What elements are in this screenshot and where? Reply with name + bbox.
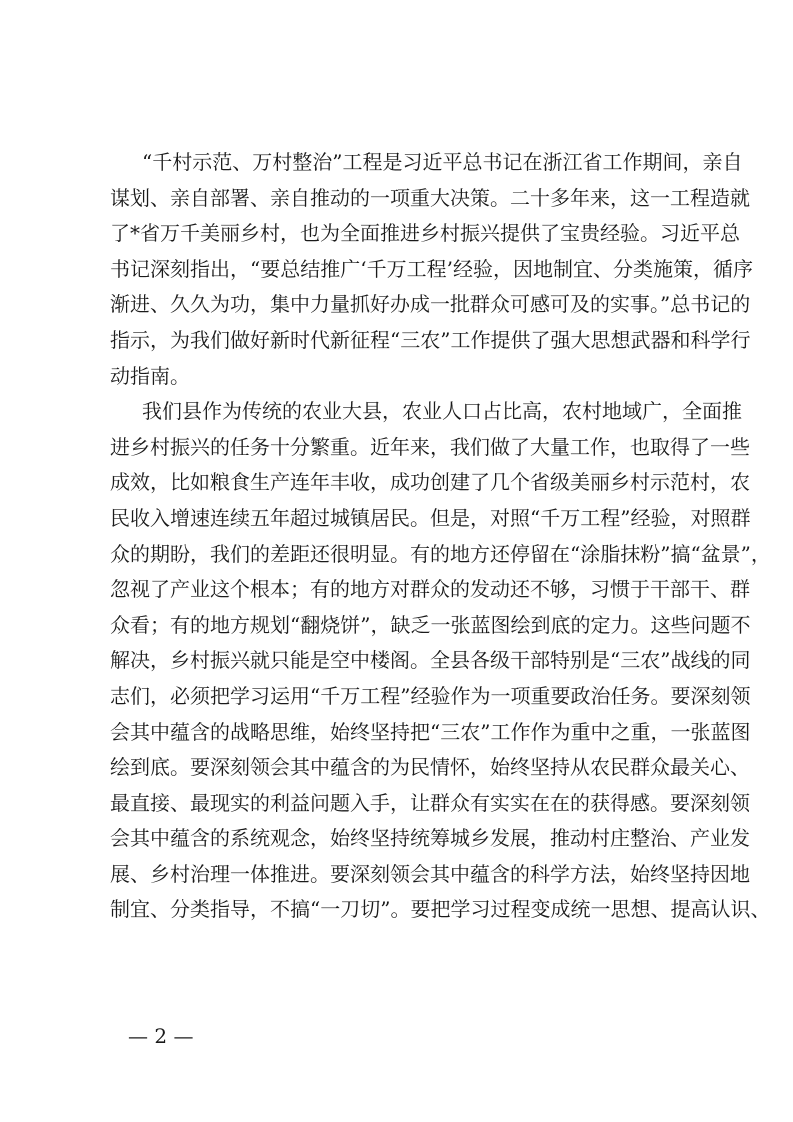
paragraph-2-line: 我们县作为传统的农业大县，农业人口占比高，农村地域广，全面推: [142, 399, 742, 424]
paragraph-2-line: 忽视了产业这个根本；有的地方对群众的发动还不够，习惯于干部干、群: [110, 577, 750, 602]
paragraph-2-line: 成效，比如粮食生产连年丰收，成功创建了几个省级美丽乡村示范村，农: [110, 470, 750, 495]
paragraph-2-line: 绘到底。要深刻领会其中蕴含的为民情怀，始终坚持从农民群众最关心、: [110, 755, 750, 780]
paragraph-1-line: “千村示范、万村整治”工程是习近平总书记在浙江省工作期间，亲自: [142, 150, 743, 174]
paragraph-2-line: 制宜、分类指导，不搞“一刀切”。要把学习过程变成统一思想、提高认识、: [110, 897, 771, 922]
paragraph-2-line: 众看；有的地方规划“翻烧饼”，缺乏一张蓝图绘到底的定力。这些问题不: [110, 612, 751, 637]
paragraph-1-line: 了*省万千美丽乡村，也为全面推进乡村振兴提供了宝贵经验。习近平总: [110, 221, 740, 246]
paragraph-2-line: 会其中蕴含的战略思维，始终坚持把“三农”工作作为重中之重，一张蓝图: [110, 719, 751, 744]
paragraph-1-line: 指示，为我们做好新时代新征程“三农”工作提供了强大思想武器和科学行: [110, 327, 751, 352]
paragraph-1-line: 谋划、亲自部署、亲自推动的一项重大决策。二十多年来，这一工程造就: [110, 185, 750, 210]
paragraph-2-line: 志们，必须把学习运用“千万工程”经验作为一项重要政治任务。要深刻领: [110, 683, 751, 708]
paragraph-2-line: 最直接、最现实的利益问题入手，让群众有实实在在的获得感。要深刻领: [110, 790, 750, 815]
paragraph-1: [110, 145, 753, 394]
paragraph-2-line: 解决，乡村振兴就只能是空中楼阁。全县各级干部特别是“三农”战线的同: [110, 648, 751, 673]
paragraph-2-line: 民收入增速连续五年超过城镇居民。但是，对照“千万工程”经验，对照群: [110, 505, 751, 530]
paragraph-1-line: 书记深刻指出，“要总结推广‘千万工程’经验，因地制宜、分类施策，循序: [110, 256, 753, 281]
page-number: — 2 —: [128, 1024, 194, 1048]
paragraph-2-line: 进乡村振兴的任务十分繁重。近年来，我们做了大量工作，也取得了一些: [110, 434, 750, 459]
paragraph-2-line: 展、乡村治理一体推进。要深刻领会其中蕴含的科学方法，始终坚持因地: [110, 861, 750, 886]
paragraph-1-line: 动指南。: [110, 363, 190, 388]
body-text: [110, 145, 771, 928]
paragraph-2-line: 众的期盼，我们的差距还很明显。有的地方还停留在“涂脂抹粉”搞“盆景”，: [110, 541, 771, 566]
paragraph-1-line: 渐进、久久为功，集中力量抓好办成一批群众可感可及的实事。”总书记的: [110, 292, 751, 317]
paragraph-2: [110, 394, 771, 928]
paragraph-2-line: 会其中蕴含的系统观念，始终坚持统筹城乡发展，推动村庄整治、产业发: [110, 826, 750, 851]
